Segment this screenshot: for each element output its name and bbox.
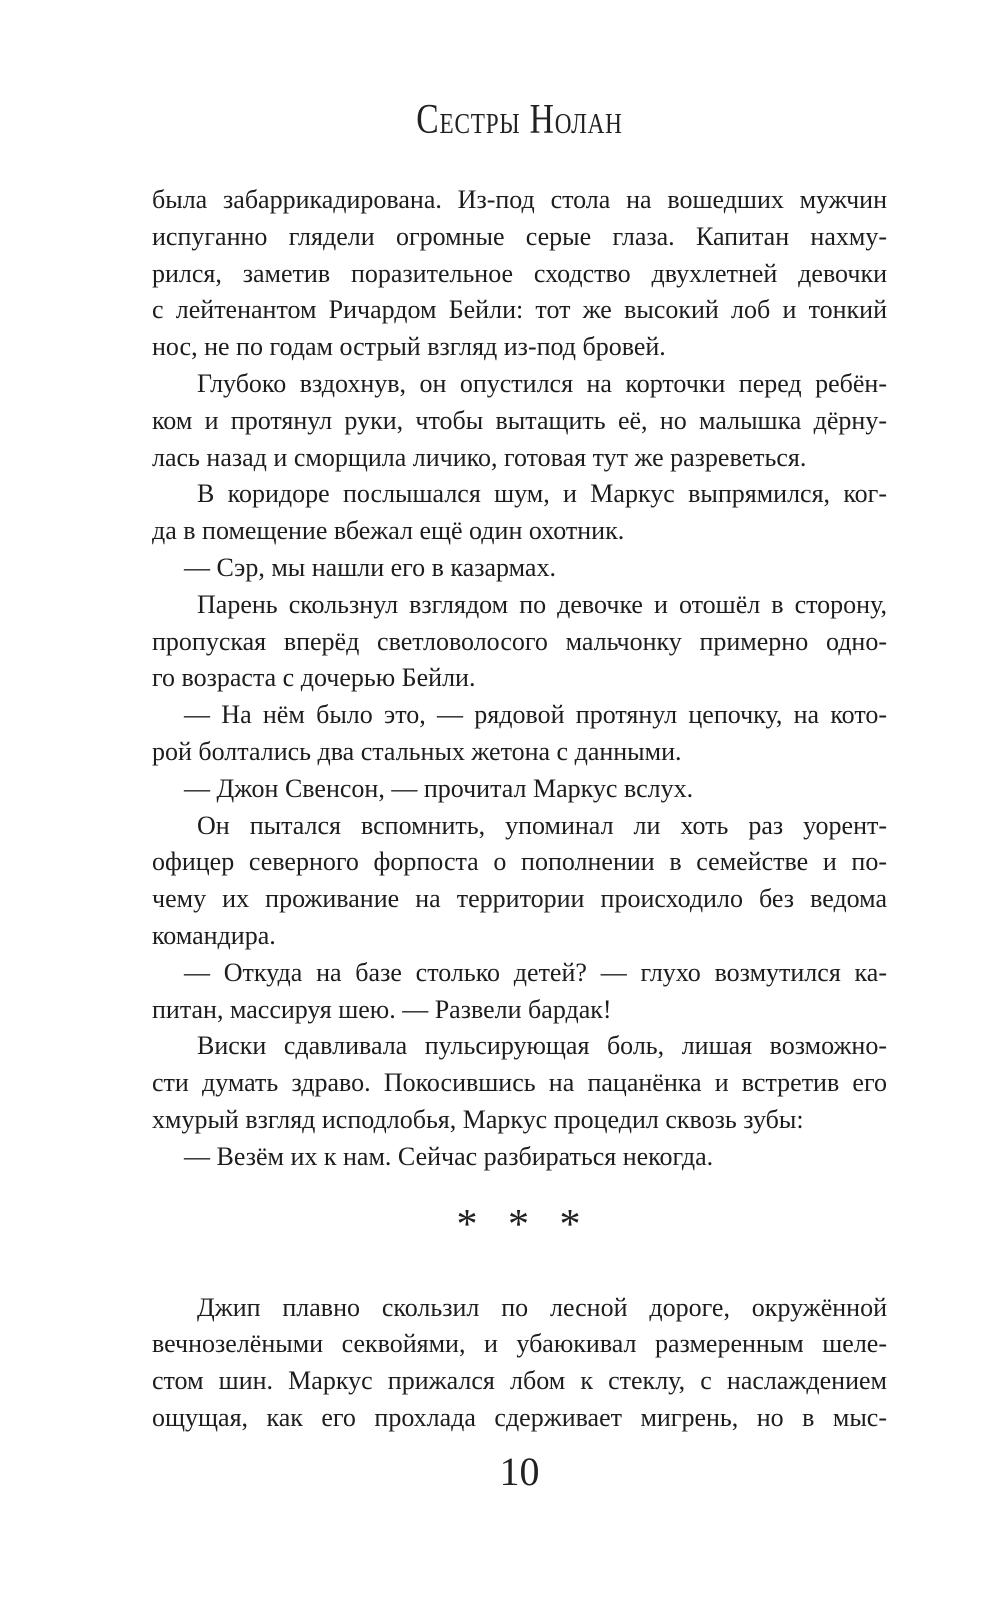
text-line: была забаррикадирована. Из-под стола на вошедших мужчин <box>152 185 887 214</box>
text-section-before-break <box>152 182 887 1176</box>
text-line: хмурый взгляд исподлобья, Маркус процедил сквозь зубы: <box>152 1104 804 1134</box>
dialogue-paragraph <box>152 550 887 587</box>
text-line: да в помещение вбежал ещё один охотник. <box>152 516 625 546</box>
text-line: го возраста с дочерью Бейли. <box>152 663 476 693</box>
text-section-after-break <box>152 1290 887 1437</box>
dialogue-paragraph <box>152 771 887 808</box>
text-line: вечнозелёными секвойями, и убаюкивал размеренным шеле- <box>152 1329 887 1359</box>
text-line: стом шин. Маркус прижался лбом к стеклу, с наслаждением <box>152 1366 887 1396</box>
text-line: Виски сдавливала пульсирующая боль, лишая возможно- <box>197 1031 887 1061</box>
running-header-title: Сестры Нолан <box>416 97 623 143</box>
text-line: чему их проживание на территории происходило без ведома <box>152 884 887 914</box>
text-line: В коридоре послышался шум, и Маркус выпрямился, ког- <box>197 479 887 509</box>
dialogue-paragraph <box>152 697 887 771</box>
paragraph <box>152 476 887 550</box>
text-line: сти думать здраво. Покосившись на пацанёнка и встретив его <box>152 1068 887 1098</box>
text-line: — Сэр, мы нашли его в казармах. <box>184 552 556 582</box>
text-line: — На нём было это, — рядовой протянул цепочку, на кото- <box>184 700 887 730</box>
text-line: Джип плавно скользил по лесной дороге, окружённой <box>197 1292 887 1322</box>
text-line: питан, массируя шею. — Развели бардак! <box>152 994 612 1024</box>
text-line: с лейтенантом Ричардом Бейли: тот же высокий лоб и тонкий <box>152 295 887 325</box>
text-line: рой болтались два стальных жетона с данными. <box>152 736 682 766</box>
paragraph <box>152 587 887 697</box>
text-line: Глубоко вздохнув, он опустился на корточки перед ребён- <box>197 368 887 398</box>
text-line: ком и протянул руки, чтобы вытащить её, но малышка дёрну- <box>152 405 887 435</box>
text-line: — Джон Свенсон, — прочитал Маркус вслух. <box>184 773 694 803</box>
page-number: 10 <box>499 1449 540 1494</box>
paragraph <box>152 1028 887 1138</box>
text-line: Парень скользнул взглядом по девочке и отошёл в сторону, <box>197 589 887 619</box>
text-line: нос, не по годам острый взгляд из-под бровей. <box>152 332 666 362</box>
dialogue-paragraph <box>152 955 887 1029</box>
dialogue-paragraph <box>152 1139 887 1176</box>
page-text <box>152 182 887 1437</box>
text-line: — Откуда на базе столько детей? — глухо возмутился ка- <box>184 957 887 987</box>
paragraph <box>152 808 887 955</box>
scene-break-asterisks: * * * <box>456 1201 583 1248</box>
text-line: ощущая, как его прохлада сдерживает мигрень, но в мыс- <box>152 1402 887 1432</box>
text-line: Он пытался вспомнить, упоминал ли хоть раз уорент- <box>197 810 887 840</box>
paragraph <box>152 366 887 476</box>
text-line: офицер северного форпоста о пополнении в семействе и по- <box>152 847 887 877</box>
text-line: рился, заметив поразительное сходство двухлетней девочки <box>152 258 887 288</box>
text-line: испуганно глядели огромные серые глаза. Капитан нахму- <box>152 221 887 251</box>
text-line: командира. <box>152 920 276 950</box>
paragraph <box>152 182 887 366</box>
text-line: пропуская вперёд светловолосого мальчонку примерно одно- <box>152 626 887 656</box>
paragraph <box>152 1290 887 1437</box>
text-line: — Везём их к нам. Сейчас разбираться некогда. <box>184 1141 714 1171</box>
text-line: лась назад и сморщила личико, готовая тут же разреветься. <box>152 442 807 472</box>
